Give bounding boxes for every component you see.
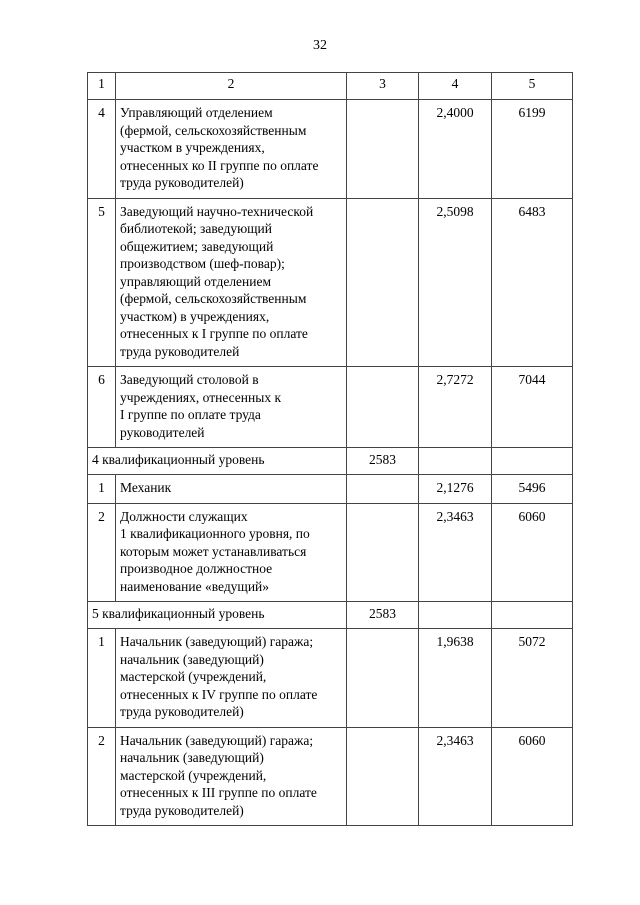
qualification-level-row xyxy=(88,602,573,629)
row-col3 xyxy=(347,367,419,448)
position-title-line: библиотекой; заведующий xyxy=(120,221,273,236)
position-title xyxy=(116,367,347,448)
row-col3 xyxy=(347,629,419,728)
position-title-line: труда руководителей) xyxy=(120,175,244,190)
row-col3 xyxy=(347,475,419,504)
row-col3 xyxy=(347,198,419,367)
row-salary: 6199 xyxy=(492,100,573,199)
position-title xyxy=(116,100,347,199)
row-number: 1 xyxy=(88,475,116,504)
row-salary: 5496 xyxy=(492,475,573,504)
position-title-line: Заведующий научно-технической xyxy=(120,203,314,219)
header-cell-3: 3 xyxy=(347,73,419,100)
position-title-line: наименование «ведущий» xyxy=(120,578,270,594)
position-title-line: труда руководителей) xyxy=(120,704,244,719)
position-title-line: руководителей xyxy=(120,424,205,440)
table-row xyxy=(88,100,573,199)
table-row xyxy=(88,629,573,728)
salary-table xyxy=(87,72,573,826)
row-number: 6 xyxy=(88,367,116,448)
row-salary: 6060 xyxy=(492,503,573,602)
table-row xyxy=(88,727,573,826)
position-title-line: Механик xyxy=(120,480,172,495)
level-col5 xyxy=(492,448,573,475)
level-col4 xyxy=(419,448,492,475)
position-title-line: начальник (заведующий) xyxy=(120,651,264,667)
level-col5 xyxy=(492,602,573,629)
position-title-line: отнесенных к III группе по оплате xyxy=(120,785,317,800)
qualification-level-row xyxy=(88,448,573,475)
level-col3: 2583 xyxy=(347,448,419,475)
level-label: 4 квалификационный уровень xyxy=(88,448,347,475)
position-title-line: общежитием; заведующий xyxy=(120,238,274,254)
row-coefficient: 2,7272 xyxy=(419,367,492,448)
table-row xyxy=(88,367,573,448)
row-salary: 5072 xyxy=(492,629,573,728)
position-title-line: (фермой, сельскохозяйственным xyxy=(120,291,307,306)
position-title xyxy=(116,198,347,367)
row-coefficient: 1,9638 xyxy=(419,629,492,728)
level-col4 xyxy=(419,602,492,629)
position-title-line: которым может устанавливаться xyxy=(120,543,307,559)
position-title-line: Начальник (заведующий) гаража; xyxy=(120,732,314,748)
row-number: 2 xyxy=(88,503,116,602)
header-cell-2: 2 xyxy=(116,73,347,100)
row-coefficient: 2,3463 xyxy=(419,727,492,826)
level-col3: 2583 xyxy=(347,602,419,629)
row-coefficient: 2,1276 xyxy=(419,475,492,504)
level-label: 5 квалификационный уровень xyxy=(88,602,347,629)
row-salary: 7044 xyxy=(492,367,573,448)
table-row xyxy=(88,198,573,367)
row-col3 xyxy=(347,503,419,602)
header-cell-4: 4 xyxy=(419,73,492,100)
position-title-line: мастерской (учреждений, xyxy=(120,669,267,684)
row-col3 xyxy=(347,727,419,826)
position-title-line: управляющий отделением xyxy=(120,273,272,289)
row-number: 4 xyxy=(88,100,116,199)
row-coefficient: 2,5098 xyxy=(419,198,492,367)
position-title-line: отнесенных ко II группе по оплате xyxy=(120,157,319,173)
position-title-line: 1 квалификационного уровня, по xyxy=(120,526,310,541)
position-title-line: Заведующий столовой в xyxy=(120,372,259,387)
position-title-line: труда руководителей) xyxy=(120,802,244,818)
position-title-line: производное должностное xyxy=(120,561,273,576)
row-col3 xyxy=(347,100,419,199)
position-title-line: учреждениях, отнесенных к xyxy=(120,389,282,405)
position-title-line: труда руководителей xyxy=(120,343,240,359)
position-title-line: Управляющий отделением xyxy=(120,105,273,120)
position-title xyxy=(116,503,347,602)
header-cell-5: 5 xyxy=(492,73,573,100)
row-number: 5 xyxy=(88,198,116,367)
table-row xyxy=(88,503,573,602)
header-row xyxy=(88,73,573,100)
position-title-line: (фермой, сельскохозяйственным xyxy=(120,122,307,138)
position-title-line: Должности служащих xyxy=(120,508,248,524)
position-title-line: I группе по оплате труда xyxy=(120,407,261,422)
position-title-line: участком в учреждениях, xyxy=(120,140,265,155)
position-title-line: участком) в учреждениях, xyxy=(120,308,270,324)
position-title-line: отнесенных к IV группе по оплате xyxy=(120,686,318,702)
position-title-line: отнесенных к I группе по оплате xyxy=(120,326,308,341)
position-title xyxy=(116,727,347,826)
row-salary: 6060 xyxy=(492,727,573,826)
page-number: 32 xyxy=(313,38,327,53)
position-title-line: начальник (заведующий) xyxy=(120,750,264,765)
row-coefficient: 2,3463 xyxy=(419,503,492,602)
row-number: 1 xyxy=(88,629,116,728)
position-title-line: Начальник (заведующий) гаража; xyxy=(120,634,314,649)
row-number: 2 xyxy=(88,727,116,826)
row-salary: 6483 xyxy=(492,198,573,367)
row-coefficient: 2,4000 xyxy=(419,100,492,199)
position-title-line: производством (шеф-повар); xyxy=(120,256,285,271)
table-row xyxy=(88,475,573,504)
header-cell-1: 1 xyxy=(88,73,116,100)
position-title xyxy=(116,475,347,504)
position-title xyxy=(116,629,347,728)
position-title-line: мастерской (учреждений, xyxy=(120,767,267,783)
